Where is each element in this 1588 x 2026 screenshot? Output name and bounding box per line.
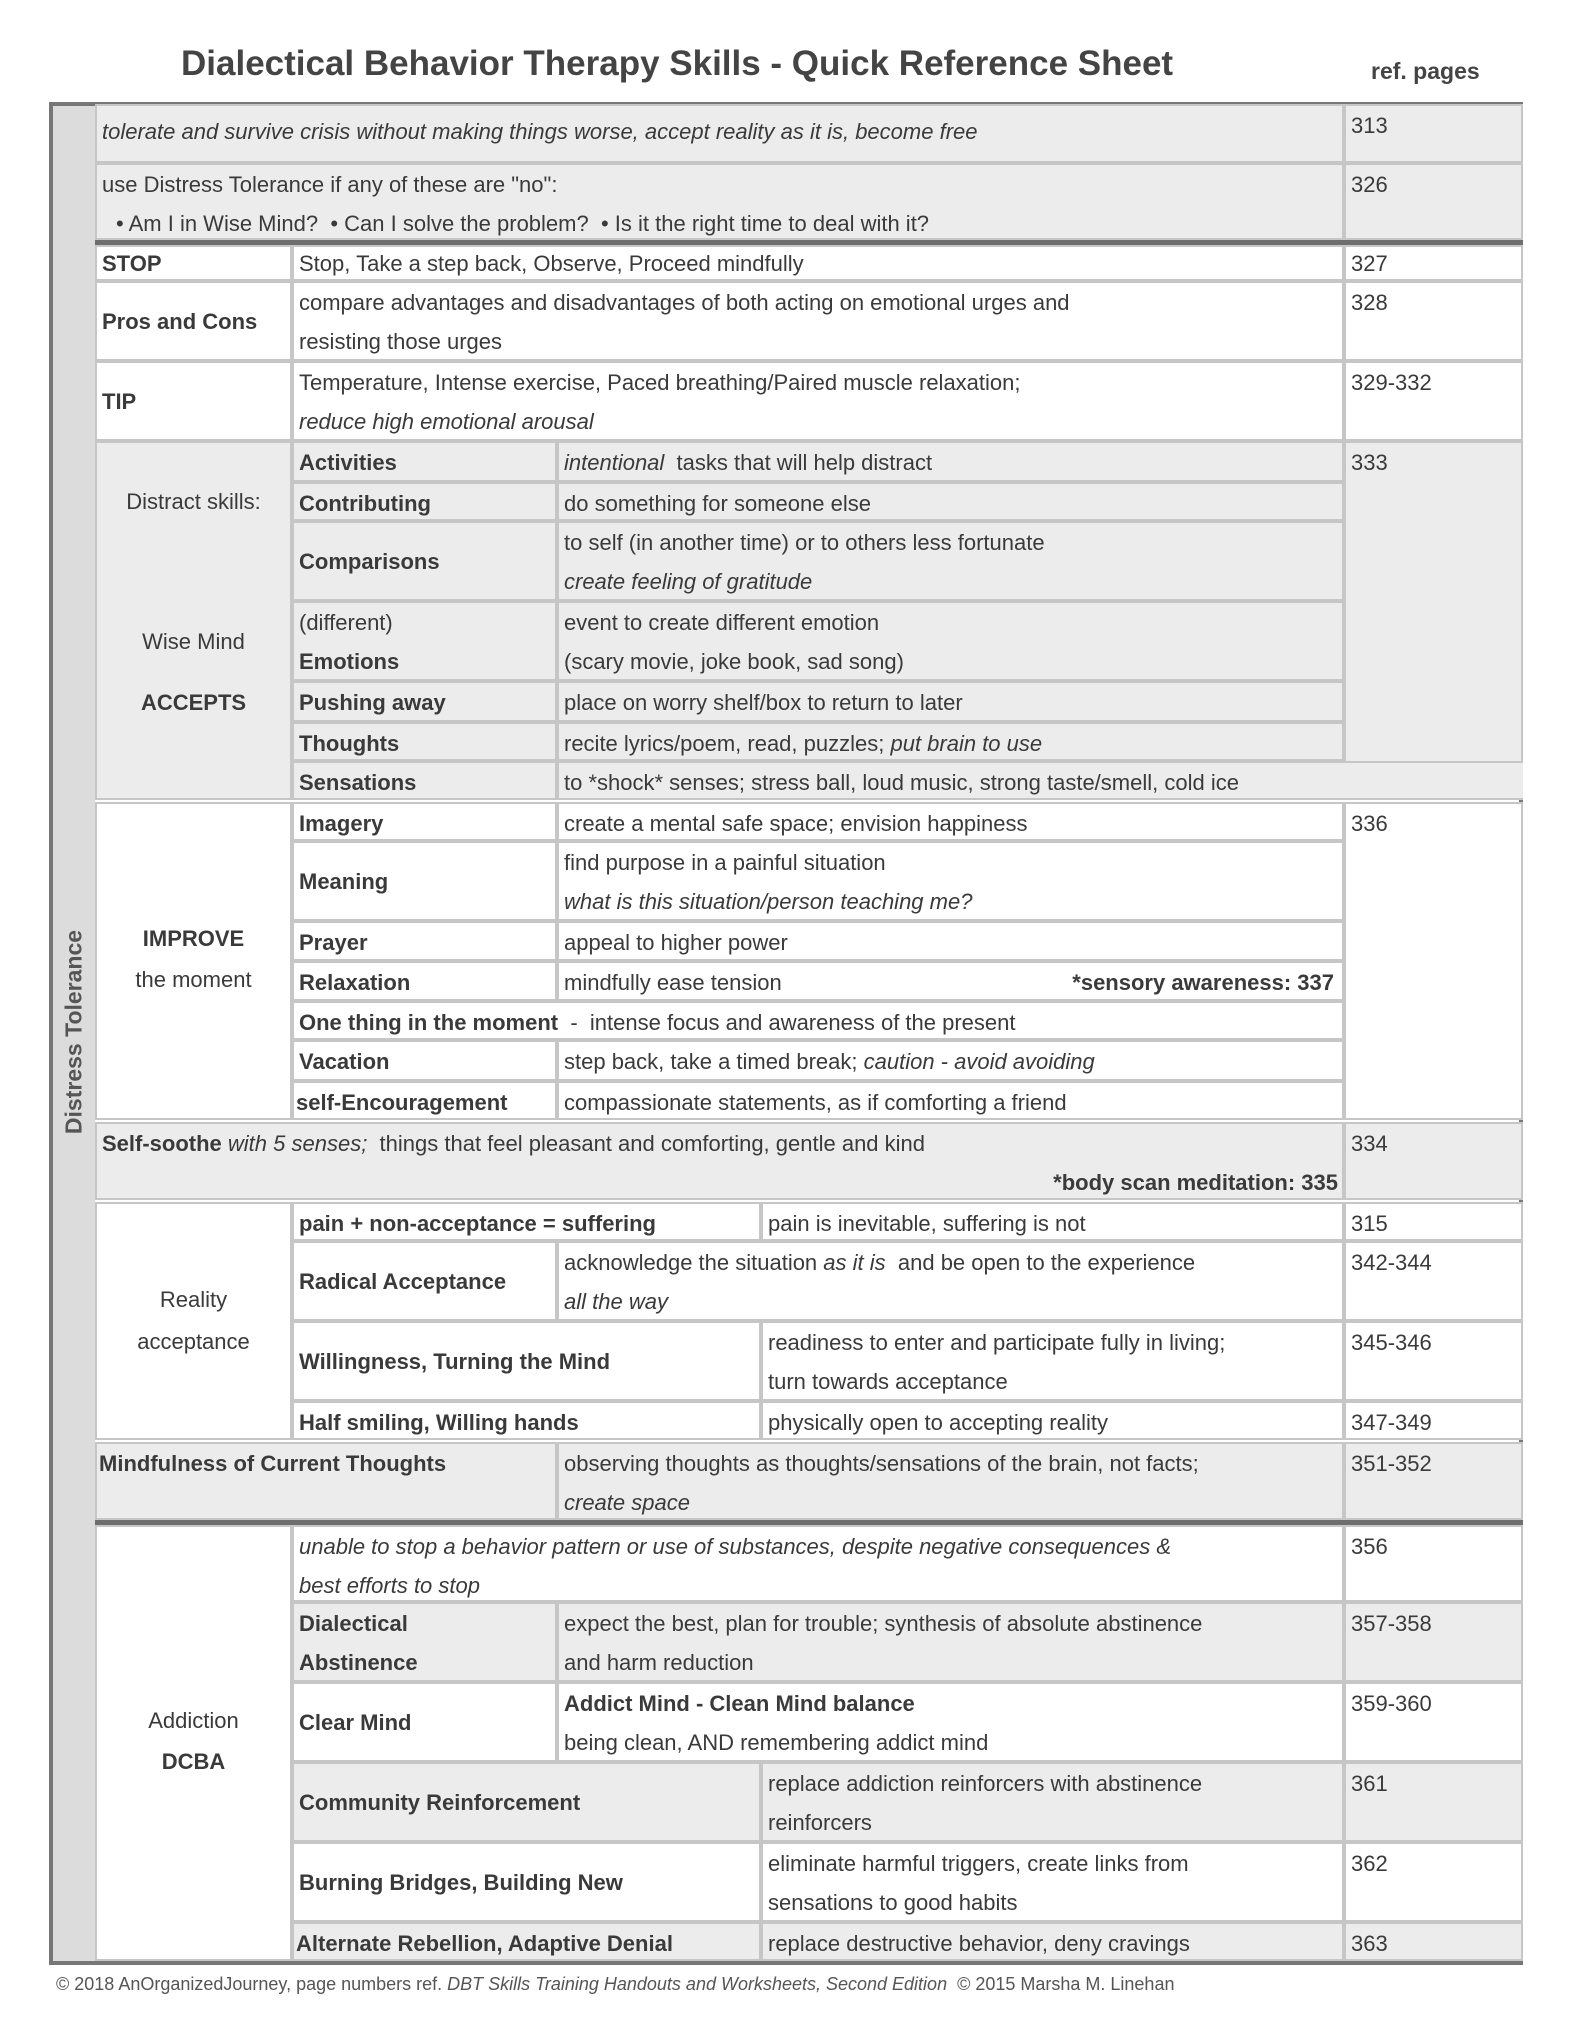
addiction-intro bbox=[292, 1525, 1344, 1602]
self-soothe-label: Self-soothe bbox=[102, 1131, 222, 1156]
stop-ref: 327 bbox=[1344, 245, 1523, 281]
half-smiling-ref: 347-349 bbox=[1344, 1401, 1523, 1440]
desc-italic: as it is bbox=[823, 1250, 886, 1275]
body-scan-note: *body scan meditation: 335 bbox=[1053, 1170, 1338, 1195]
desc: acknowledge the situation bbox=[564, 1250, 824, 1275]
comparisons-desc bbox=[557, 521, 1344, 601]
willingness-label: Willingness, Turning the Mind bbox=[292, 1321, 761, 1401]
desc-line: and harm reduction bbox=[564, 1650, 754, 1675]
relaxation-desc bbox=[557, 961, 1344, 1001]
radical-acceptance-ref: 342-344 bbox=[1344, 1241, 1523, 1321]
addiction-group-label: DCBA bbox=[161, 1749, 226, 1774]
prayer-desc: appeal to higher power bbox=[557, 921, 1344, 961]
burning-bridges-label: Burning Bridges, Building New bbox=[292, 1842, 761, 1922]
use-when-text: use Distress Tolerance if any of these are "no": bbox=[102, 172, 558, 197]
sensory-awareness-note: *sensory awareness: 337 bbox=[1072, 970, 1334, 995]
reality-group-cell bbox=[95, 1202, 292, 1440]
emotions-desc bbox=[557, 601, 1344, 681]
dialectical-abstinence-label bbox=[292, 1602, 557, 1682]
distract-ref: 333 bbox=[1344, 441, 1523, 800]
tip-ref: 329-332 bbox=[1344, 361, 1523, 441]
desc-line: replace addiction reinforcers with abstinence bbox=[768, 1771, 1203, 1796]
stop-desc: Stop, Take a step back, Observe, Proceed mindfully bbox=[292, 245, 1344, 281]
pros-cons-desc bbox=[292, 281, 1344, 361]
purpose-text: tolerate and survive crisis without making things worse, accept reality as it is, become free bbox=[95, 104, 1344, 163]
use-when-cell bbox=[95, 163, 1344, 240]
distract-group-label: ACCEPTS bbox=[140, 690, 247, 715]
footer-text: © 2015 Marsha M. Linehan bbox=[947, 1974, 1175, 1994]
radical-acceptance-label: Radical Acceptance bbox=[292, 1241, 557, 1321]
desc-italic: caution - avoid avoiding bbox=[863, 1049, 1095, 1074]
half-smiling-label: Half smiling, Willing hands bbox=[292, 1401, 761, 1440]
desc: and be open to the experience bbox=[885, 1250, 1196, 1275]
desc-line: eliminate harmful triggers, create links from bbox=[768, 1851, 1189, 1876]
use-when-ref: 326 bbox=[1344, 163, 1523, 240]
desc-line: create space bbox=[564, 1490, 690, 1515]
vacation-desc bbox=[557, 1040, 1344, 1081]
desc-line: event to create different emotion bbox=[564, 610, 880, 635]
improve-group-label: the moment bbox=[135, 967, 252, 992]
self-soothe-row bbox=[95, 1122, 1344, 1200]
label-line: Emotions bbox=[299, 649, 400, 674]
pros-cons-label: Pros and Cons bbox=[95, 281, 292, 361]
thoughts-desc bbox=[557, 722, 1344, 761]
desc-line: sensations to good habits bbox=[768, 1890, 1018, 1915]
reality-group-label: Reality bbox=[159, 1287, 228, 1312]
pros-cons-ref: 328 bbox=[1344, 281, 1523, 361]
one-thing-label: One thing in the moment bbox=[299, 1010, 559, 1035]
purpose-ref: 313 bbox=[1344, 104, 1523, 163]
improve-group-label: IMPROVE bbox=[142, 926, 245, 951]
label-line: Dialectical bbox=[299, 1611, 408, 1636]
desc-line: to self (in another time) or to others less fortunate bbox=[564, 530, 1045, 555]
burning-bridges-ref: 362 bbox=[1344, 1842, 1523, 1922]
footer-book-title: DBT Skills Training Handouts and Worksheets, Second Edition bbox=[447, 1974, 948, 1994]
pain-ref: 315 bbox=[1344, 1202, 1523, 1241]
pushing-away-desc: place on worry shelf/box to return to later bbox=[557, 681, 1344, 722]
pushing-away-label: Pushing away bbox=[292, 681, 557, 722]
meaning-label: Meaning bbox=[292, 841, 557, 921]
desc-line: being clean, AND remembering addict mind bbox=[564, 1730, 989, 1755]
self-soothe-desc: things that feel pleasant and comforting, gentle and kind bbox=[367, 1131, 926, 1156]
tip-label: TIP bbox=[95, 361, 292, 441]
tip-desc bbox=[292, 361, 1344, 441]
emotions-label bbox=[292, 601, 557, 681]
burning-bridges-desc bbox=[761, 1842, 1344, 1922]
mindfulness-label: Mindfulness of Current Thoughts bbox=[95, 1442, 557, 1520]
desc: mindfully ease tension bbox=[564, 970, 782, 995]
desc-italic: put brain to use bbox=[890, 731, 1043, 756]
activities-label: Activities bbox=[292, 441, 557, 482]
dialectical-abstinence-desc bbox=[557, 1602, 1344, 1682]
encouragement-label: self-Encouragement bbox=[292, 1081, 557, 1120]
one-thing-row bbox=[292, 1001, 1344, 1040]
self-soothe-ref: 334 bbox=[1344, 1122, 1523, 1200]
mindfulness-desc bbox=[557, 1442, 1344, 1520]
clear-mind-desc bbox=[557, 1682, 1344, 1762]
question: • Am I in Wise Mind? bbox=[116, 211, 319, 236]
community-desc bbox=[761, 1762, 1344, 1842]
dialectical-abstinence-ref: 357-358 bbox=[1344, 1602, 1523, 1682]
desc-line: all the way bbox=[564, 1289, 668, 1314]
question: • Can I solve the problem? bbox=[330, 211, 589, 236]
desc-line: Addict Mind - Clean Mind balance bbox=[564, 1691, 915, 1716]
section-label-distress-tolerance: Distress Tolerance bbox=[60, 929, 87, 1135]
desc-line: best efforts to stop bbox=[299, 1573, 480, 1598]
desc: tasks that will help distract bbox=[664, 450, 933, 475]
half-smiling-desc: physically open to accepting reality bbox=[761, 1401, 1344, 1440]
distract-group-label: Wise Mind bbox=[142, 629, 245, 654]
question: • Is it the right time to deal with it? bbox=[600, 211, 930, 236]
clear-mind-label: Clear Mind bbox=[292, 1682, 557, 1762]
desc-line: resisting those urges bbox=[299, 329, 502, 354]
desc-line: turn towards acceptance bbox=[768, 1369, 1008, 1394]
willingness-ref: 345-346 bbox=[1344, 1321, 1523, 1401]
mindfulness-ref: 351-352 bbox=[1344, 1442, 1523, 1520]
addiction-intro-ref: 356 bbox=[1344, 1525, 1523, 1602]
reality-group-label: acceptance bbox=[137, 1329, 250, 1354]
thoughts-label: Thoughts bbox=[292, 722, 557, 761]
activities-desc bbox=[557, 441, 1344, 482]
pain-desc: pain is inevitable, suffering is not bbox=[761, 1202, 1344, 1241]
willingness-desc bbox=[761, 1321, 1344, 1401]
self-soothe-qualifier: with 5 senses; bbox=[221, 1131, 368, 1156]
addiction-group-label: Addiction bbox=[148, 1708, 239, 1733]
clear-mind-ref: 359-360 bbox=[1344, 1682, 1523, 1762]
prayer-label: Prayer bbox=[292, 921, 557, 961]
alternate-rebellion-label: Alternate Rebellion, Adaptive Denial bbox=[292, 1922, 761, 1961]
sensations-desc: to *shock* senses; stress ball, loud music, strong taste/smell, cold ice bbox=[557, 761, 1523, 800]
desc-italic: intentional bbox=[564, 450, 665, 475]
desc-line: (scary movie, joke book, sad song) bbox=[564, 649, 904, 674]
comparisons-label: Comparisons bbox=[292, 521, 557, 601]
meaning-desc bbox=[557, 841, 1344, 921]
page-title: Dialectical Behavior Therapy Skills - Quick Reference Sheet bbox=[181, 44, 1174, 83]
desc-line: reinforcers bbox=[768, 1810, 872, 1835]
desc-line: compare advantages and disadvantages of both acting on emotional urges and bbox=[299, 290, 1070, 315]
distract-group-label: Distract skills: bbox=[126, 489, 261, 514]
desc-line: expect the best, plan for trouble; synthesis of absolute abstinence bbox=[564, 1611, 1203, 1636]
radical-acceptance-desc bbox=[557, 1241, 1344, 1321]
alternate-rebellion-ref: 363 bbox=[1344, 1922, 1523, 1961]
alternate-rebellion-desc: replace destructive behavior, deny cravings bbox=[761, 1922, 1344, 1961]
desc: recite lyrics/poem, read, puzzles; bbox=[564, 731, 891, 756]
desc: step back, take a timed break; bbox=[564, 1049, 864, 1074]
ref-pages-header: ref. pages bbox=[1371, 58, 1480, 84]
community-ref: 361 bbox=[1344, 1762, 1523, 1842]
contributing-label: Contributing bbox=[292, 482, 557, 521]
desc-line: reduce high emotional arousal bbox=[299, 409, 594, 434]
imagery-desc: create a mental safe space; envision happiness bbox=[557, 802, 1344, 841]
desc-line: what is this situation/person teaching me? bbox=[564, 889, 973, 914]
pain-label: pain + non-acceptance = suffering bbox=[292, 1202, 761, 1241]
label-line: Abstinence bbox=[299, 1650, 418, 1675]
desc-line: Temperature, Intense exercise, Paced breathing/Paired muscle relaxation; bbox=[299, 370, 1021, 395]
label-line: (different) bbox=[299, 610, 393, 635]
sensations-label: Sensations bbox=[292, 761, 557, 800]
imagery-label: Imagery bbox=[292, 802, 557, 841]
desc-line: observing thoughts as thoughts/sensations of the brain, not facts; bbox=[564, 1451, 1199, 1476]
encouragement-desc: compassionate statements, as if comforting a friend bbox=[557, 1081, 1344, 1120]
improve-ref: 336 bbox=[1344, 802, 1523, 1120]
desc-line: readiness to enter and participate fully in living; bbox=[768, 1330, 1226, 1355]
stop-label: STOP bbox=[95, 245, 292, 281]
desc-line: create feeling of gratitude bbox=[564, 569, 813, 594]
desc-line: unable to stop a behavior pattern or use of substances, despite negative consequences & bbox=[299, 1534, 1172, 1559]
relaxation-label: Relaxation bbox=[292, 961, 557, 1001]
question-list bbox=[102, 204, 1337, 243]
community-label: Community Reinforcement bbox=[292, 1762, 761, 1842]
footer-copyright bbox=[56, 1974, 1174, 1995]
one-thing-desc: - intense focus and awareness of the present bbox=[558, 1010, 1016, 1035]
desc-line: find purpose in a painful situation bbox=[564, 850, 886, 875]
contributing-desc: do something for someone else bbox=[557, 482, 1344, 521]
footer-text: © 2018 AnOrganizedJourney, page numbers ref. bbox=[56, 1974, 448, 1994]
vacation-label: Vacation bbox=[292, 1040, 557, 1081]
